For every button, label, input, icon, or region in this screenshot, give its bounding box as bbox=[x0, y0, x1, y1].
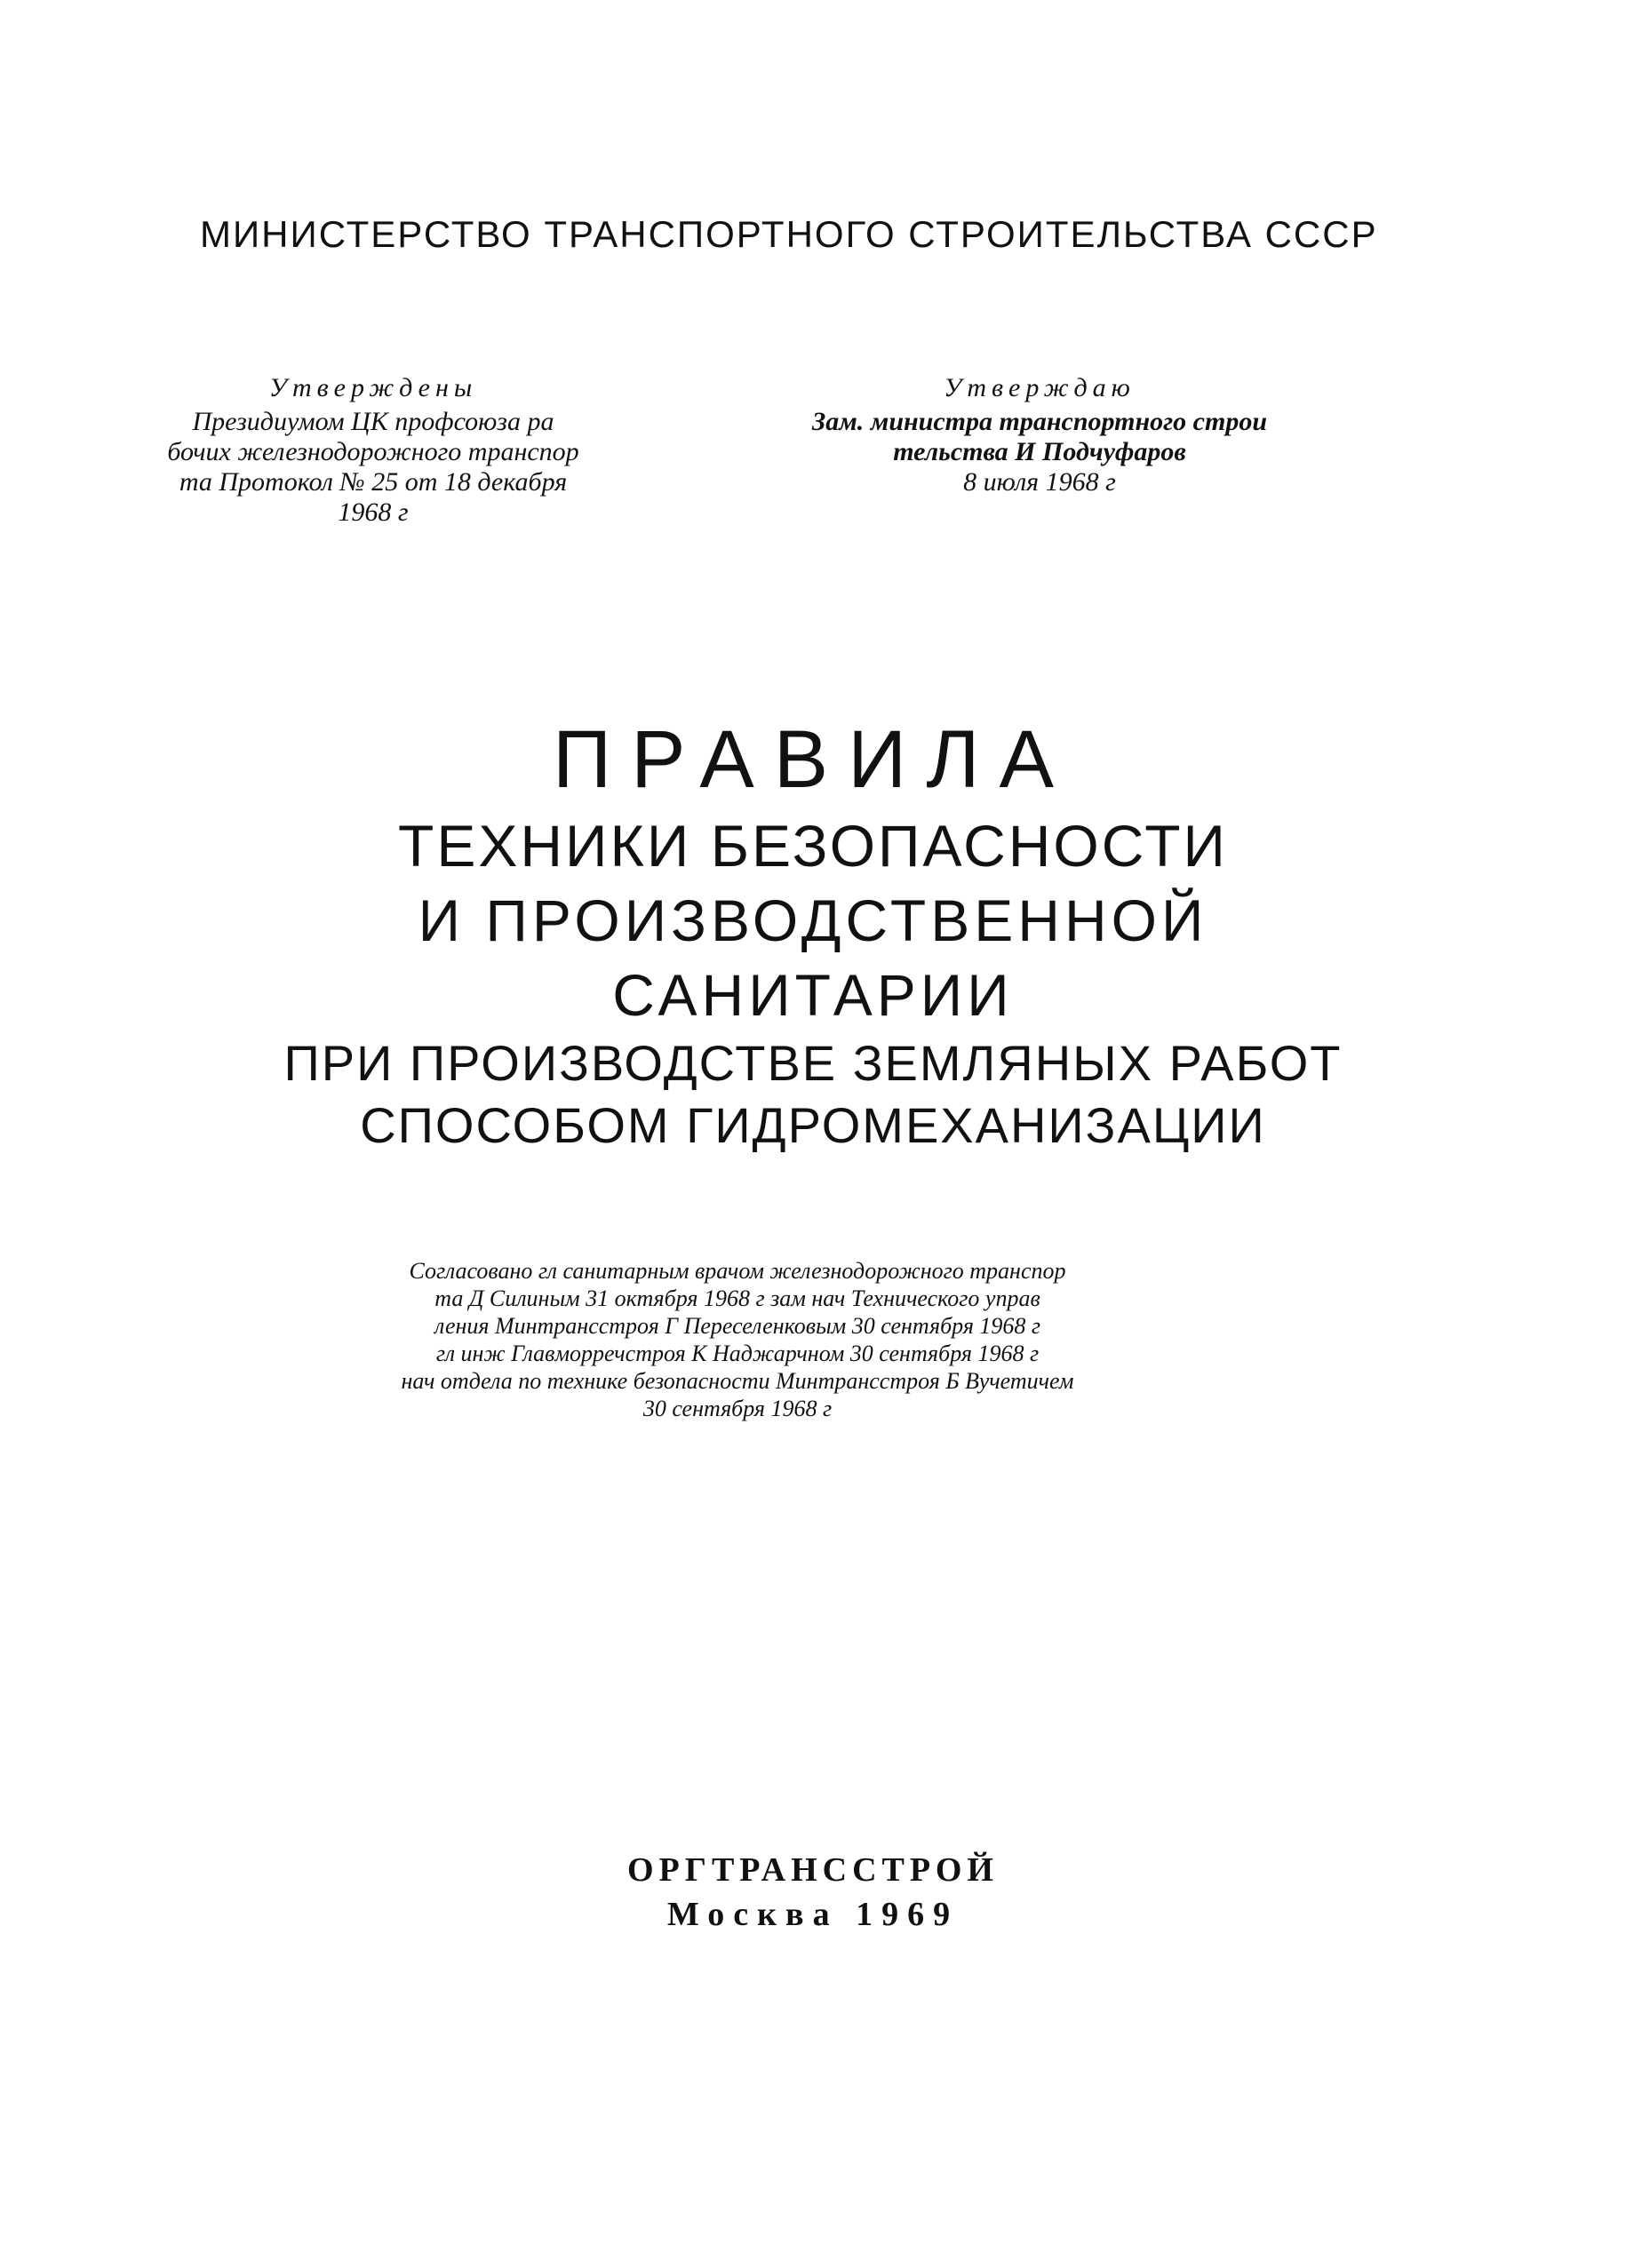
title-line: ТЕХНИКИ БЕЗОПАСНОСТИ bbox=[398, 813, 1228, 879]
approval-left-line: бочих железнодорожного транспор bbox=[167, 437, 579, 466]
approval-deputy-minister bbox=[791, 373, 1288, 497]
title-line: САНИТАРИИ bbox=[612, 962, 1014, 1028]
agreement-line: Согласовано гл санитарным врачом железнодорожного транспор bbox=[409, 1258, 1066, 1284]
title-line: ПРИ ПРОИЗВОДСТВЕ ЗЕМЛЯНЫХ РАБОТ bbox=[283, 1035, 1343, 1091]
publisher-name: ОРГТРАНССТРОЙ bbox=[627, 1851, 999, 1889]
approval-left-heading: Утверждены bbox=[268, 373, 478, 402]
agreement-note bbox=[284, 1257, 1191, 1422]
approval-left-line: та Протокол № 25 от 18 декабря bbox=[179, 467, 568, 497]
title-line: И ПРОИЗВОДСТВЕННОЙ bbox=[418, 887, 1208, 953]
title-word: ПРАВИЛА bbox=[553, 714, 1073, 805]
ministry-header: МИНИСТЕРСТВО ТРАНСПОРТНОГО СТРОИТЕЛЬСТВА СССР bbox=[200, 213, 1378, 255]
approval-right-line: 8 июля 1968 г bbox=[963, 467, 1116, 497]
agreement-line: 30 сентября 1968 г bbox=[642, 1396, 833, 1421]
approval-right-line: тельства И Подчуфаров bbox=[893, 437, 1186, 466]
approval-trade-union bbox=[124, 373, 622, 528]
approval-right-heading: Утверждаю bbox=[944, 373, 1136, 402]
approval-left-line: 1968 г bbox=[338, 497, 409, 527]
document-title bbox=[0, 711, 1626, 1157]
approval-left-line: Президиумом ЦК профсоюза ра bbox=[192, 407, 554, 436]
publisher-block bbox=[0, 1848, 1626, 1937]
agreement-line: гл инж Главморречстроя К Наджарчном 30 сентября 1968 г bbox=[435, 1341, 1040, 1366]
publication-place-year: Москва 1969 bbox=[666, 1896, 960, 1933]
approval-right-line: Зам. министра транспортного строи bbox=[811, 407, 1268, 436]
agreement-line: та Д Силиным 31 октября 1968 г зам нач Технического управ bbox=[434, 1285, 1040, 1311]
agreement-line: нач отдела по технике безопасности Минтрансстроя Б Вучетичем bbox=[401, 1368, 1074, 1394]
agreement-line: ления Минтрансстроя Г Переселенковым 30 сентября 1968 г bbox=[434, 1313, 1041, 1339]
title-line: СПОСОБОМ ГИДРОМЕХАНИЗАЦИИ bbox=[360, 1097, 1266, 1153]
